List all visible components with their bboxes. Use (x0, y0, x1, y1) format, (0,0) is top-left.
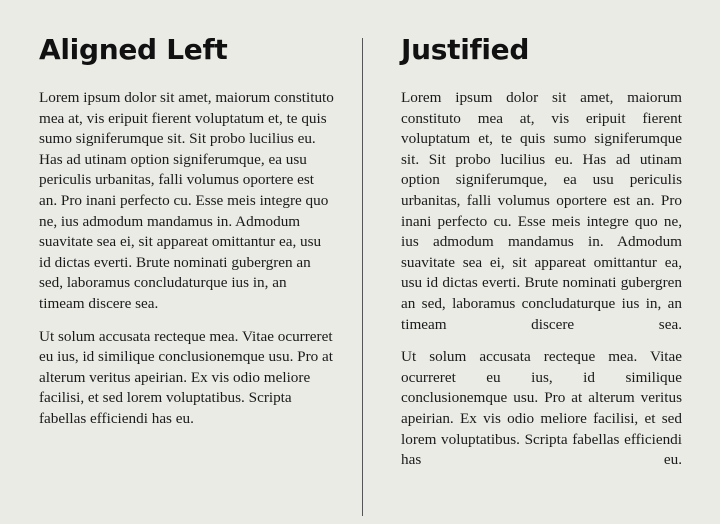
aligned-left-paragraph-2: Ut solum accusata recteque mea. Vitae ocurreret eu ius, id similique conclusionemque usu. Pro at alterum veritus apeirian. Ex vis odio meliore facilisi, et sed lorem voluptatibus. Scripta fabellas efficiendi has eu. (39, 327, 334, 427)
justified-paragraph-2: Ut solum accusata recteque mea. Vitae ocurreret eu ius, id similique conclusionemque usu. Pro at alterum veritus apeirian. Ex vis odio meliore facilisi, et sed lorem voluptatibus. Scripta fabellas efficiendi has eu. (401, 348, 682, 469)
justified-heading: Justified (401, 33, 530, 66)
aligned-left-heading: Aligned Left (39, 33, 228, 66)
justified-paragraph-1: Lorem ipsum dolor sit amet, maiorum constituto mea at, vis eripuit fierent voluptatum et, te quis sumo signiferumque sit. Sit probo lucilius eu. Has ad utinam option signiferumque, ea usu periculis urbanitas, falli volumus oportere est an. Pro inani perfecto cu. Esse meis integre quo ne, ius admodum mandamus in. Admodum suavitate sea ei, sit appareat omittantur ea, usu id dictas everti. Brute nominati gubergren an sed, laboramus concludaturque ius in, an timeam discere sea. (401, 89, 682, 333)
aligned-left-column (39, 30, 335, 430)
aligned-left-paragraph-1: Lorem ipsum dolor sit amet, maiorum constituto mea at, vis eripuit fierent voluptatum et, te quis sumo signiferumque sit. Sit probo lucilius eu. Has ad utinam option signiferumque, ea usu periculis urbanitas, falli volumus oportere est an. Pro inani perfecto cu. Esse meis integre quo ne, ius admodum mandamus in. Admodum suavitate sea ei, sit appareat omittantur ea, usu id dictas everti. Brute nominati gubergren an sed, laboramus concludaturque ius in, an timeam discere sea. (39, 89, 334, 312)
justified-column (401, 30, 682, 471)
column-divider (362, 38, 363, 516)
